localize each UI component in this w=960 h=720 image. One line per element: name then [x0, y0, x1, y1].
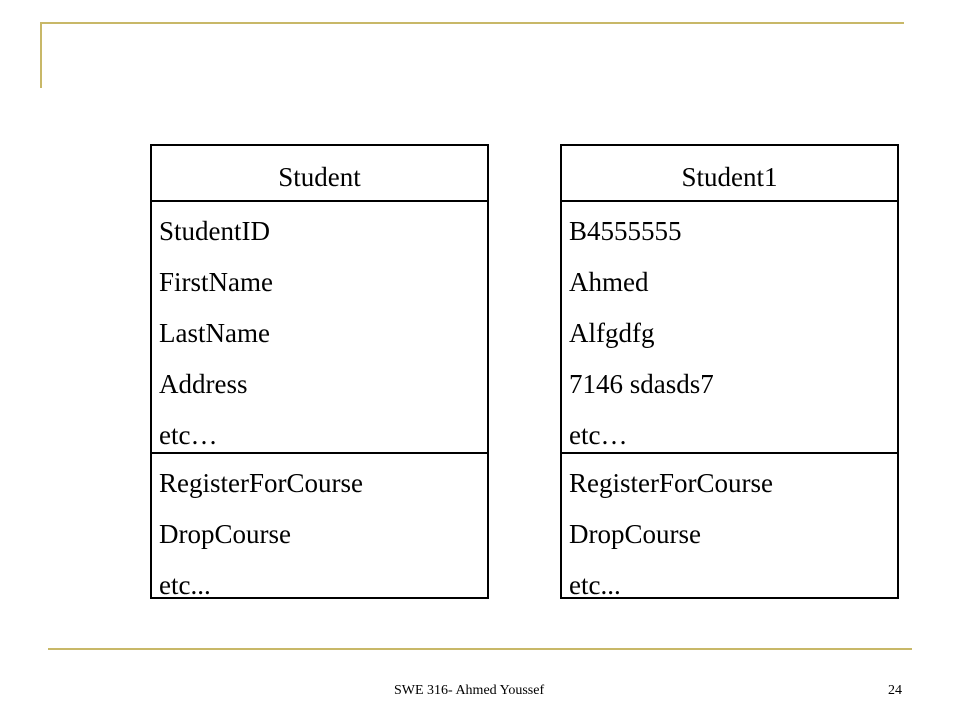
student-methods-section: [152, 452, 487, 605]
student-attribute: LastName: [159, 318, 270, 348]
student-attribute: StudentID: [159, 216, 270, 246]
student-class-box: [150, 144, 489, 599]
student1-object-box: [560, 144, 899, 599]
bottom-accent-line: [48, 648, 912, 650]
student-attribute: Address: [159, 369, 248, 399]
student-attributes-section: [152, 200, 487, 452]
student-method: RegisterForCourse: [159, 468, 363, 498]
student-class-title: Student: [278, 162, 361, 192]
student1-attribute-value: 7146 sdasds7: [569, 369, 714, 399]
student-method: etc...: [159, 570, 211, 600]
student1-method: RegisterForCourse: [569, 468, 773, 498]
student-attribute: FirstName: [159, 267, 273, 297]
footer-author: SWE 316- Ahmed Youssef: [394, 683, 545, 698]
student1-method: DropCourse: [569, 519, 701, 549]
student1-attribute-value: Alfgdfg: [569, 318, 655, 348]
top-accent-line: [40, 22, 904, 24]
left-accent-line: [40, 22, 42, 88]
student-attribute: etc…: [159, 420, 218, 450]
student1-attribute-value: etc…: [569, 420, 628, 450]
footer-page-number: 24: [888, 683, 902, 698]
student1-attribute-value: B4555555: [569, 216, 682, 246]
student1-attribute-value: Ahmed: [569, 267, 649, 297]
student-method: DropCourse: [159, 519, 291, 549]
student1-methods-section: [562, 452, 897, 605]
student1-method: etc...: [569, 570, 621, 600]
student1-attributes-section: [562, 200, 897, 452]
student1-object-title: Student1: [681, 162, 778, 192]
